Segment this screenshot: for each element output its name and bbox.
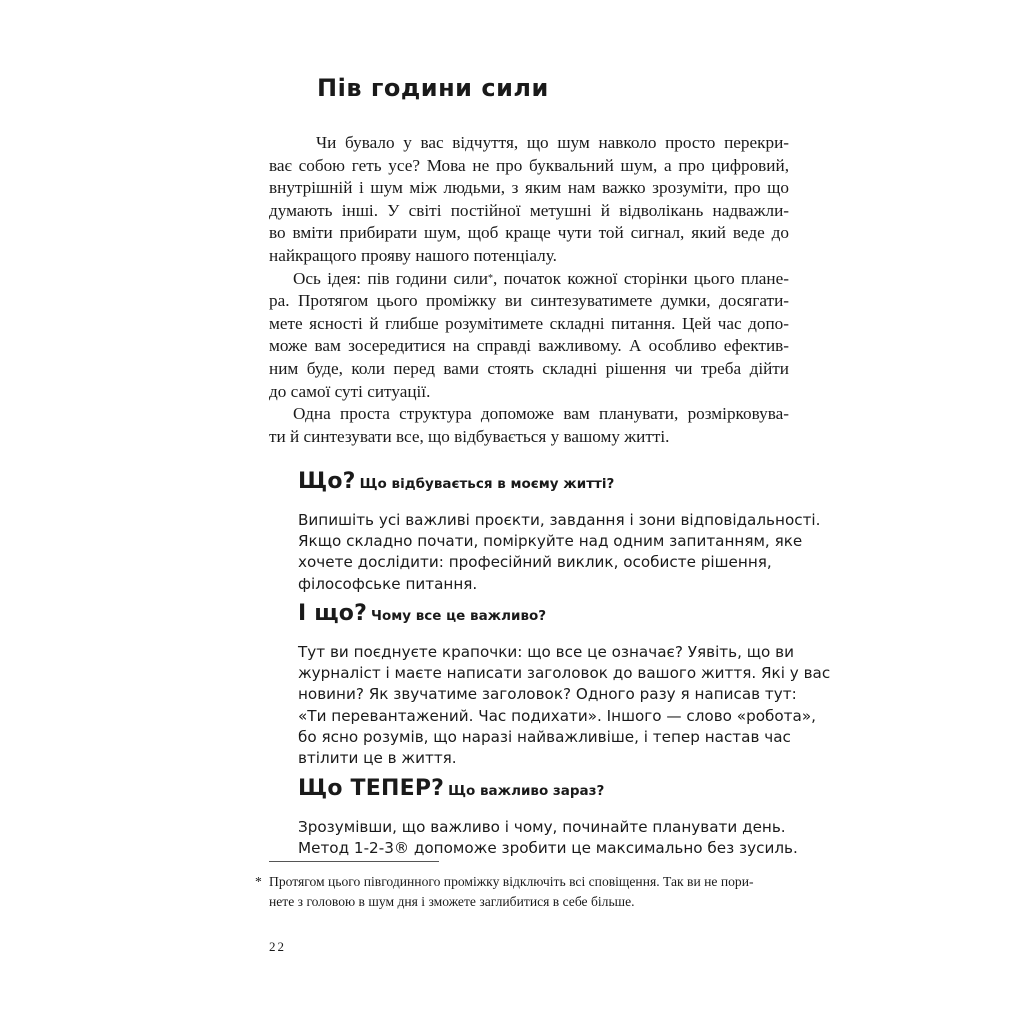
text-line: ває собою геть усе? Мова не про буквальний шум, а про цифровий, — [269, 155, 789, 175]
section-now-what — [298, 773, 798, 859]
section-subtitle: Що важливо зараз? — [448, 783, 605, 799]
text-line: ра. Протягом цього проміжку ви синтезуватимете думки, досягати- — [269, 291, 789, 311]
text-line: може вам зосередитися на справді важливому. А особливо ефектив- — [269, 336, 789, 356]
text-line: Випишіть усі важливі проєкти, завдання і зони відповідальності. — [298, 511, 821, 529]
text-line: Чи бувало у вас відчуття, що шум навколо просто перекри- — [316, 133, 789, 152]
section-heading — [298, 598, 768, 630]
section-body — [298, 642, 831, 769]
section-heading — [298, 466, 768, 498]
footnote — [255, 872, 789, 912]
inline-text: , початок кожної сторінки цього плане- — [492, 268, 789, 288]
footnote-mark: * — [255, 874, 262, 889]
section-title: Що? — [298, 469, 356, 494]
page-title: Пів години сили — [317, 74, 549, 102]
text-line: найкращого прояву нашого потенціалу. — [269, 245, 557, 265]
text-line — [269, 268, 789, 291]
body-text — [269, 132, 789, 448]
text-line: бо ясно розумів, що наразі найважливіше, і тепер настав час — [298, 727, 791, 746]
footnote-text — [269, 872, 789, 912]
inline-text: Ось ідея: пів години сили — [293, 268, 488, 288]
text-line: внутрішній і шум між людьми, з яким нам важко зрозуміти, про що — [269, 178, 789, 198]
text-line: ти й синтезувати все, що відбувається у вашому житті. — [269, 426, 670, 446]
text-line: втілити це в життя. — [298, 749, 457, 768]
text-line: до самої суті ситуації. — [269, 381, 431, 401]
text-line: новини? Як звучатиме заголовок? Одного разу я написав тут: — [298, 685, 797, 704]
text-line: журналіст і маєте написати заголовок до вашого життя. Які у вас — [298, 664, 831, 683]
section-subtitle: Що відбувається в моєму житті? — [359, 476, 615, 492]
section-so-what — [298, 598, 831, 769]
text-line: філософське питання. — [298, 574, 478, 593]
text-line: думають інші. У світі постійної метушні й відволікань надважли- — [269, 200, 789, 220]
text-line: Метод 1-2-3® допоможе зробити це максимально без зусиль. — [298, 839, 798, 858]
text-line: хочете дослідити: професійний виклик, особисте рішення, — [298, 553, 772, 572]
section-heading — [298, 773, 768, 805]
section-title: І що? — [298, 601, 368, 626]
section-what — [298, 466, 821, 595]
text-line: нете з головою в шум дня і зможете заглибитися в себе більше. — [269, 894, 635, 909]
text-line: во вміти прибирати шум, щоб краще чути той сигнал, який веде до — [269, 223, 789, 243]
section-title: Що ТЕПЕР? — [298, 776, 445, 801]
footnote-divider — [269, 861, 439, 862]
paragraph — [269, 268, 789, 404]
footnote-marker: * — [487, 272, 493, 284]
paragraph — [269, 132, 789, 268]
text-line: Якщо складно почати, поміркуйте над одним запитанням, яке — [298, 532, 803, 551]
text-line: Тут ви поєднуєте крапочки: що все це означає? Уявіть, що ви — [298, 643, 794, 661]
paragraph — [269, 403, 789, 448]
page-number: 22 — [269, 939, 286, 954]
text-line: Зрозумівши, що важливо і чому, починайте планувати день. — [298, 818, 786, 836]
text-line: «Ти перевантажений. Час подихати». Іншого — слово «робота», — [298, 706, 816, 725]
text-line: Одна проста структура допоможе вам планувати, розмірковува- — [293, 404, 789, 424]
section-subtitle: Чому все це важливо? — [371, 608, 547, 624]
text-line: мете ясності й глибше розумітимете складні питання. Цей час допо- — [269, 313, 789, 333]
text-line: ним буде, коли перед вами стоять складні рішення чи треба дійти — [269, 358, 789, 378]
section-body — [298, 510, 821, 595]
section-body — [298, 817, 798, 859]
text-line: Протягом цього півгодинного проміжку відключіть всі сповіщення. Так ви не пори- — [269, 874, 754, 889]
